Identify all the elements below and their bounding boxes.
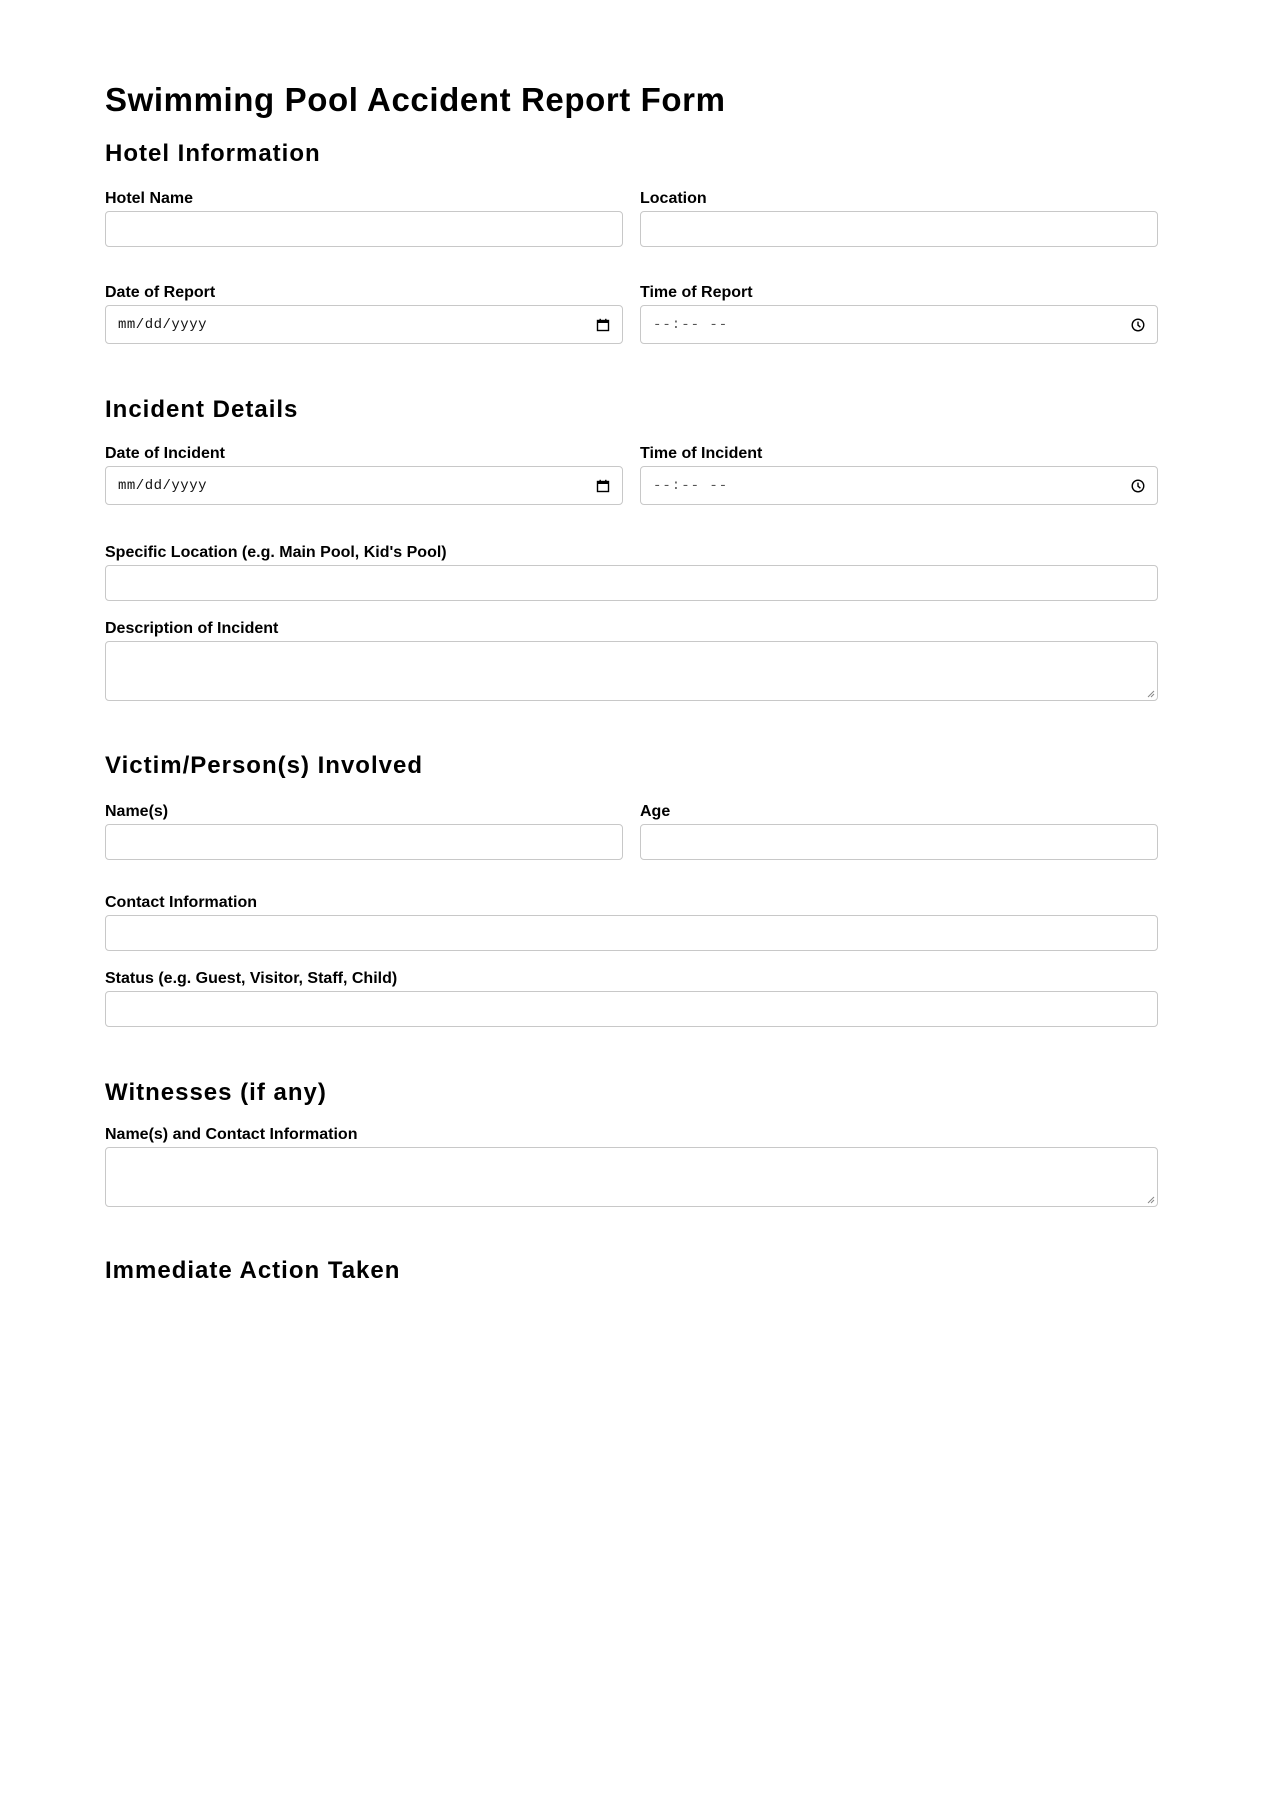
- section-title-incident-details: Incident Details: [105, 396, 299, 423]
- victim-names-input[interactable]: [105, 824, 623, 860]
- description-label: Description of Incident: [105, 620, 279, 637]
- hotel-name-input[interactable]: [105, 211, 623, 247]
- witness-names-contact-textarea[interactable]: [105, 1147, 1158, 1207]
- status-label: Status (e.g. Guest, Visitor, Staff, Child): [105, 970, 398, 987]
- time-of-incident-label: Time of Incident: [640, 445, 763, 462]
- resize-handle-icon[interactable]: [1146, 1195, 1155, 1204]
- contact-information-label: Contact Information: [105, 894, 257, 911]
- date-of-incident-input[interactable]: [105, 466, 623, 505]
- page-title: Swimming Pool Accident Report Form: [105, 81, 726, 118]
- victim-age-input[interactable]: [640, 824, 1158, 860]
- description-textarea[interactable]: [105, 641, 1158, 701]
- section-title-immediate-action: Immediate Action Taken: [105, 1257, 401, 1284]
- location-input[interactable]: [640, 211, 1158, 247]
- victim-names-label: Name(s): [105, 803, 169, 820]
- time-of-incident-input[interactable]: [640, 466, 1158, 505]
- date-of-incident-placeholder: mm/dd/yyyy: [118, 477, 208, 494]
- specific-location-label: Specific Location (e.g. Main Pool, Kid's Pool): [105, 544, 447, 561]
- hotel-name-label: Hotel Name: [105, 190, 194, 207]
- date-of-report-input[interactable]: [105, 305, 623, 344]
- time-of-report-input[interactable]: [640, 305, 1158, 344]
- witness-names-contact-label: Name(s) and Contact Information: [105, 1126, 358, 1143]
- section-title-hotel-information: Hotel Information: [105, 140, 321, 167]
- victim-age-label: Age: [640, 803, 671, 820]
- clock-icon[interactable]: [1131, 479, 1145, 493]
- clock-icon[interactable]: [1131, 318, 1145, 332]
- location-label: Location: [640, 190, 707, 207]
- time-of-report-label: Time of Report: [640, 284, 753, 301]
- calendar-icon[interactable]: [596, 479, 610, 493]
- calendar-icon[interactable]: [596, 318, 610, 332]
- status-input[interactable]: [105, 991, 1158, 1027]
- time-of-incident-placeholder: --:-- --: [653, 477, 729, 494]
- section-title-victim: Victim/Person(s) Involved: [105, 752, 423, 779]
- date-of-incident-label: Date of Incident: [105, 445, 226, 462]
- date-of-report-placeholder: mm/dd/yyyy: [118, 316, 208, 333]
- time-of-report-placeholder: --:-- --: [653, 316, 729, 333]
- section-title-witnesses: Witnesses (if any): [105, 1079, 327, 1106]
- contact-information-input[interactable]: [105, 915, 1158, 951]
- specific-location-input[interactable]: [105, 565, 1158, 601]
- date-of-report-label: Date of Report: [105, 284, 216, 301]
- resize-handle-icon[interactable]: [1146, 689, 1155, 698]
